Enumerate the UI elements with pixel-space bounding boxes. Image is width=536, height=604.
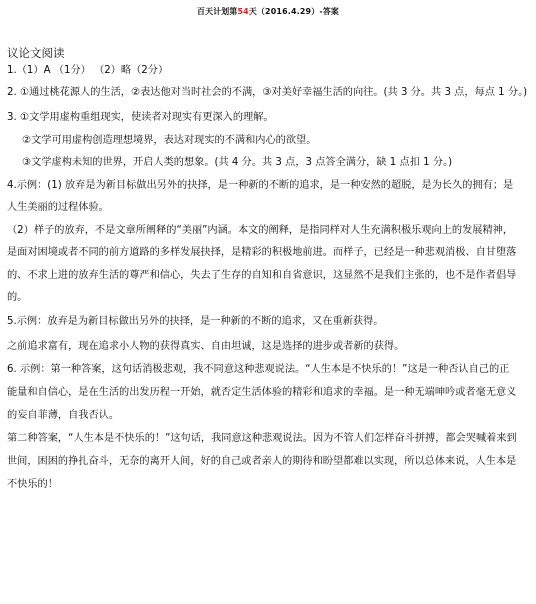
answer-line: ③文学虚构未知的世界，开启人类的想象。(共 4 分。共 3 点，3 点答全满分，缺 1 点扣 1 分。) [22, 157, 453, 168]
answer-line: 的。 [7, 292, 28, 303]
answer-line: 不快乐的！ [7, 479, 58, 490]
answer-line: ②文学可用虚构创造理想境界，表达对现实的不满和内心的欲望。 [22, 135, 317, 146]
answer-line: 的妄自菲薄，自我否认。 [7, 410, 120, 421]
title-suffix: 天（2016.4.29）-答案 [248, 7, 339, 16]
answer-line: 人生美丽的过程体验。 [7, 202, 109, 213]
answer-line: 第二种答案，“人生本是不快乐的！”这句话，我同意这种悲观说法。因为不管人们怎样奋斗拼搏，都会哭喊着来到 [7, 433, 517, 444]
answer-line: 4.示例：(1) 放弃是为新目标做出另外的抉择，是一种新的不断的追求，是一种安然的超脱，是为长久的拥有；是 [7, 180, 514, 191]
answer-line: 5.示例：放弃是为新目标做出另外的抉择，是一种新的不断的追求，又在重新获得。 [7, 316, 384, 327]
answer-line: 3. ①文学用虚构重组现实，使读者对现实有更深入的理解。 [7, 112, 274, 123]
title-prefix: 百天计划第 [196, 7, 238, 16]
answer-line: 是面对困境或者不同的前方道路的多样发展抉择，是精彩的积极地前进。而样子，已经是一种悲观消极、自甘堕落 [7, 247, 517, 258]
answer-line: 6. 示例：第一种答案，这句话消极悲观，我不同意这种悲观说法。“人生本是不快乐的！”这是一种否认自己的正 [7, 364, 510, 375]
title-day-number: 54 [237, 7, 249, 16]
answer-line: 能量和自信心，是在生活的出发历程一开始，就否定生活体验的精彩和追求的幸福。是一种无端呻吟或者毫无意义 [7, 387, 517, 398]
answer-line: 1.（1）A （1分） （2）略（2分） [7, 65, 169, 76]
answer-line: 世间，困困的挣扎奋斗，无奈的离开人间，好的自己或者亲人的期待和盼望都难以实现，所以总体来说，人生本是 [7, 456, 517, 467]
answer-line: 2. ①通过桃花源人的生活，②表达他对当时社会的不满，③对美好幸福生活的向往。(共 3 分。共 3 点，每点 1 分。) [7, 87, 528, 98]
section-heading: 议论文阅读 [7, 46, 65, 60]
page-title [0, 6, 536, 17]
answer-line: （2）样子的放弃，不是文章所阐释的“美丽”内涵。本文的阐释，是指同样对人生充满积极乐观向上的发展精神， [7, 225, 514, 236]
answer-line: 的、不求上进的放弃生活的尊严和信心，失去了生存的自知和自省意识，这显然不是我们主张的，也不是作者倡导 [7, 270, 517, 281]
answer-line: 之前追求富有，现在追求小人物的获得真实、自由坦诚，这是选择的进步或者新的获得。 [7, 341, 405, 352]
